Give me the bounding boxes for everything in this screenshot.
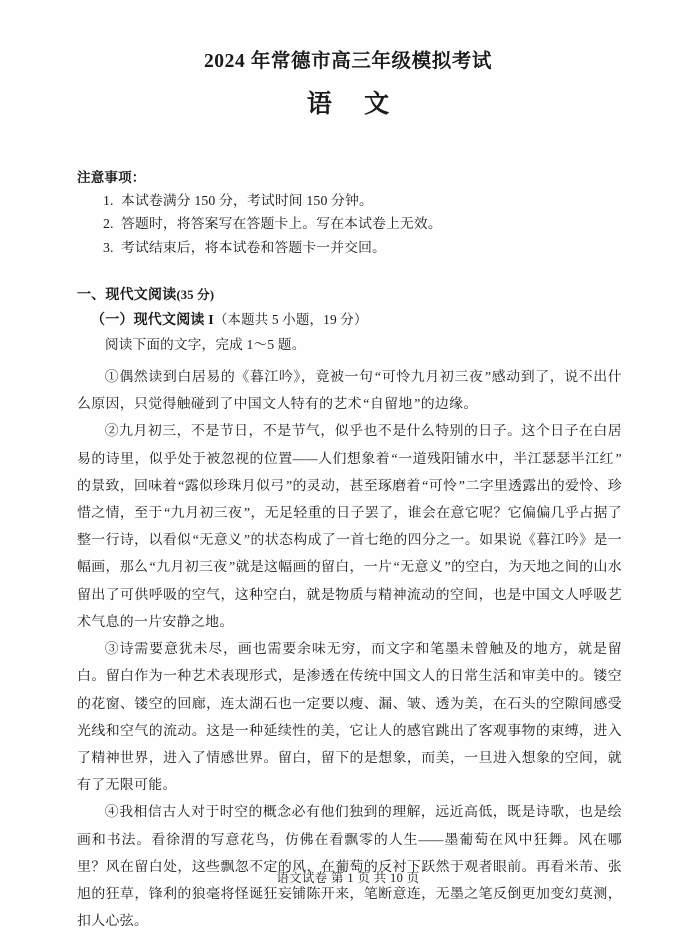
passage-paragraph [77,364,622,418]
paragraph-marker: ④ [104,805,120,821]
notice-item-text: 考试结束后，将本试卷和答题卡一并交回。 [121,240,386,255]
paragraph-text: 九月初三，不是节日，不是节气，似乎也不是什么特别的日子。这个日子在白居易的诗里，似乎处于被忽视的位置——人们想象着“一道残阳铺水中，半江瑟瑟半江红”的景致，回味着“露似珍珠月似弓”的灵动，甚至琢磨着“可怜”二字里透露出的爱怜、珍惜之情，至于“九月初三夜”，无足轻重的日子罢了，谁会在意它呢？它偏偏几乎占据了整一行诗，以看似“无意义”的状态构成了一首七绝的四分之一。如果说《暮江吟》是一幅画，那么“九月初三夜”就是这幅画的留白，一片“无意义”的空白，为天地之间的山水留出了可供呼吸的空气，这种空白，就是物质与精神流动的空间，也是中国文人呼吸艺术气息的一片安静之地。 [77,424,622,630]
document-body [77,0,622,935]
section-heading [77,260,622,308]
paragraph-marker: ② [104,424,120,440]
page-footer-text: 语文试卷 第 1 页 共 10 页 [276,871,420,885]
page-footer [0,868,696,886]
paragraph-marker: ① [104,370,120,386]
paragraph-marker: ③ [104,642,120,658]
notice-item [77,212,622,236]
subject-title: 语 文 [306,91,403,119]
section-heading-label: 一、现代文阅读 [77,287,177,303]
section-heading-points: (35 分) [176,287,215,302]
passage-paragraph [77,418,622,636]
paragraph-text: 我相信古人对于时空的概念必有他们独到的理解，远近高低，既是诗歌，也是绘画和书法。看徐渭的写意花鸟，仿佛在看飘零的人生——墨葡萄在风中狂舞。风在哪里？风在留白处，这些飘忽不定的风，在葡萄的反衬下跃然于观者眼前。再看米芾、张旭的狂草，锋利的狼毫将怪诞狂妄铺陈开来，笔断意连，无墨之笔反倒更加变幻莫测，扣人心弦。 [77,805,622,930]
notice-item [77,189,622,213]
reading-instruction: 阅读下面的文字，完成 1～5 题。 [105,336,306,352]
passage-text [77,364,622,935]
notice-item [77,236,622,260]
subsection-heading [77,308,622,333]
notice-item-text: 答题时，将答案写在答题卡上。写在本试卷上无效。 [121,216,442,232]
notice-item-text: 本试卷满分 150 分，考试时间 150 分钟。 [121,192,373,208]
paragraph-text: 诗需要意犹未尽，画也需要余味无穷，而文字和笔墨未曾触及的地方，就是留白。留白作为一种艺术表现形式，是渗透在传统中国文人的日常生活和审美中的。镂空的花窗、镂空的回廊，连太湖石也一定要以瘦、漏、皱、透为美，在石头的空隙间感受光线和空气的流动。这是一种延续性的美，它让人的感官跳出了客观事物的束缚，进入了精神世界，进入了情感世界。留白，留下的是想象，而美，一旦进入想象的空间，就有了无限可能。 [77,642,622,794]
passage-paragraph [77,636,622,799]
page-title: 2024 年常德市高三年级模拟考试 [203,51,493,72]
reading-section [77,260,622,935]
notice-item-number: 2. [103,216,114,232]
notice-item-number: 1. [103,192,114,208]
subsection-heading-label: （一）现代文阅读 I [91,312,214,328]
paragraph-text: 偶然读到白居易的《暮江吟》，竟被一句“可怜九月初三夜”感动到了，说不出什么原因，只觉得触碰到了中国文人特有的艺术“自留地”的边缘。 [77,370,622,413]
subsection-heading-meta: （本题共 5 小题，19 分） [213,311,368,327]
notice-item-number: 3. [103,240,114,255]
notice-section [77,0,622,260]
notice-heading: 注意事项： [77,170,146,185]
